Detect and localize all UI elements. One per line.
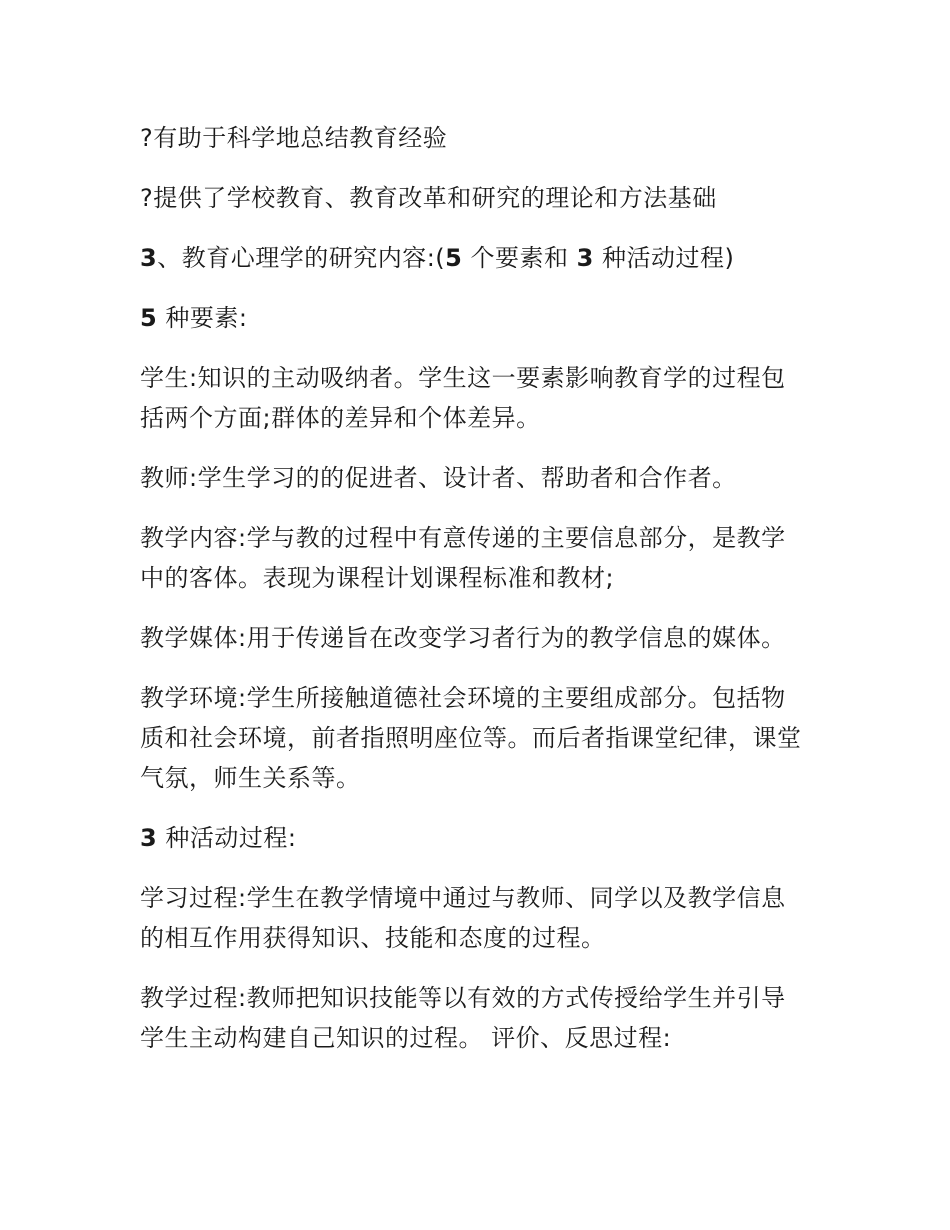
subheading-text: 种活动过程: xyxy=(157,824,297,852)
paragraph-student: 学生:知识的主动吸纳者。学生这一要素影响教育学的过程包括两个方面;群体的差异和个体差异。 xyxy=(140,364,786,432)
heading-text-elements: 个要素和 xyxy=(462,244,577,272)
subheading-number: 3 xyxy=(140,824,158,852)
heading-number: 3 xyxy=(140,244,158,272)
paragraph-1: ?有助于科学地总结教育经验 xyxy=(140,124,448,152)
subheading-five-elements xyxy=(140,298,805,338)
section-heading-research-content xyxy=(140,238,805,278)
subheading-text: 种要素: xyxy=(157,304,248,332)
paragraph-teaching-content: 教学内容:学与教的过程中有意传递的主要信息部分，是教学中的客体。表现为课程计划课程标准和教材; xyxy=(140,524,786,592)
document-page xyxy=(140,118,805,1078)
paragraph-teacher: 教师:学生学习的的促进者、设计者、帮助者和合作者。 xyxy=(140,464,737,492)
heading-text-processes: 种活动过程) xyxy=(593,244,735,272)
paragraph-2: ?提供了学校教育、教育改革和研究的理论和方法基础 xyxy=(140,184,717,212)
paragraph-learning-process: 学习过程:学生在教学情境中通过与教师、同学以及教学信息的相互作用获得知识、技能和态度的过程。 xyxy=(140,884,786,952)
heading-text: 、教育心理学的研究内容:( xyxy=(157,244,446,272)
subheading-number: 5 xyxy=(140,304,158,332)
paragraph-teaching-process: 教学过程:教师把知识技能等以有效的方式传授给学生并引导学生主动构建自己知识的过程。 评价、反思过程: xyxy=(140,984,786,1052)
subheading-three-processes xyxy=(140,818,805,858)
paragraph-teaching-media: 教学媒体:用于传递旨在改变学习者行为的教学信息的媒体。 xyxy=(140,624,786,652)
paragraph-teaching-environment: 教学环境:学生所接触道德社会环境的主要组成部分。包括物质和社会环境，前者指照明座位等。而后者指课堂纪律，课堂气氛，师生关系等。 xyxy=(140,684,802,792)
heading-number-elements: 5 xyxy=(445,244,463,272)
heading-number-processes: 3 xyxy=(576,244,594,272)
